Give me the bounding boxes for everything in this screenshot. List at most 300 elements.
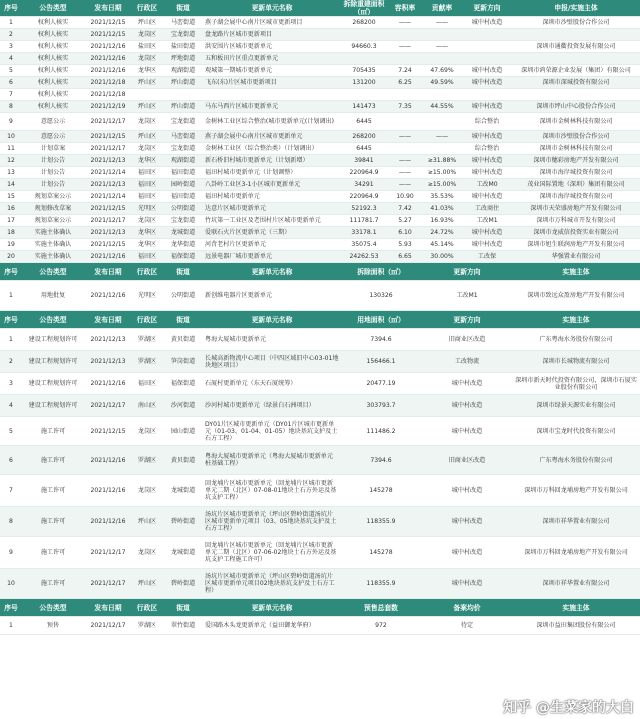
table-cell: 7.24 [388,65,422,77]
table-cell: 深圳市新天时代投资有限公司、深圳市石厦实业股份有限公司 [512,373,640,395]
table-cell: 实施主体确认 [22,239,84,251]
table-cell: 龙岗区 [132,537,162,569]
table-cell: 综合整治 [462,143,512,155]
table-cell: 竹坑第一工业区及老围村片区城市更新单元 [204,215,340,227]
table-cell: 2021/12/16 [84,281,132,311]
table-cell: 公明街道 [162,281,204,311]
table-cell: 达意片区城市更新单元 [204,203,340,215]
table-cell: 观湖街道 [162,155,204,167]
table-cell [204,89,340,101]
table-cell: 金树林工业区（综合整治类）（计划调出） [204,143,340,155]
table-cell: 9 [0,537,22,569]
table-cell: 10.90 [388,191,422,203]
table-cell: 光明区 [132,281,162,311]
table-cell: 城中村改造 [422,507,512,537]
table-cell [422,53,462,65]
table-cell: 深圳市益田集团股份有限公司 [512,617,640,635]
table-cell [422,113,462,131]
table-cell: 6.10 [388,227,422,239]
table-cell: 盘龙路片区城市更新项目 [204,29,340,41]
header-row [0,599,640,617]
table-cell: 深圳市万科回龙埔房地产开发有限公司 [512,475,640,507]
table-cell: 6.25 [388,77,422,89]
table-cell: 145278 [340,475,422,507]
column-header: 街道 [162,263,204,281]
table-cell: 7394.6 [340,446,422,475]
table-cell: —— [388,155,422,167]
table-cell: 福田村城市更新单元（计划调整） [204,167,340,179]
table-cell: 10 [0,131,22,143]
table-cell: 施工许可 [22,417,84,446]
table-cell: 罗湖区 [132,617,162,635]
column-header: 发布日期 [84,599,132,617]
table-cell: 深圳市龙威信投资实业有限公司 [512,227,640,239]
table-cell: 计划公告 [22,155,84,167]
table-cell: 福田街道 [162,191,204,203]
table-cell: 罗湖区 [132,351,162,373]
table-cell: 45.14% [422,239,462,251]
table-row [0,373,640,395]
table-cell [462,29,512,41]
table-cell [388,143,422,155]
column-header: 公告类型 [22,311,84,329]
table-cell: 41.03% [422,203,462,215]
column-header: 序号 [0,311,22,329]
table-cell: 马峦街道 [162,17,204,29]
table-cell: 坪山街道 [162,101,204,113]
table-cell: 7.42 [388,203,422,215]
table-row [0,131,640,143]
table-cell: 972 [340,617,422,635]
table-cell: 1 [0,329,22,351]
table-cell: 14 [0,179,22,191]
table-cell: 盐田街道 [162,41,204,53]
table-cell: 33178.1 [340,227,388,239]
table-cell: 11 [0,143,22,155]
table-cell: 福田区 [132,179,162,191]
table-cell: 4 [0,53,22,65]
table-row [0,167,640,179]
table-cell: 实施主体确认 [22,251,84,263]
table-row [0,89,640,101]
table-cell: 2021/12/14 [84,191,132,203]
table-cell: 城中村改造 [422,475,512,507]
table-cell [340,89,388,101]
table-cell: 罗湖区 [132,329,162,351]
table-cell: 工改M1 [462,215,512,227]
table-cell: 宝龙街道 [162,113,204,131]
table-cell: 18 [0,227,22,239]
table-cell: 工改物流 [422,351,512,373]
table-cell: 深圳市海岸城投资有限公司 [512,191,640,203]
table-cell: 2021/12/13 [84,227,132,239]
table-cell: 施工许可 [22,475,84,507]
column-header: 拆除重建面积（㎡） [340,0,388,17]
table-cell: 2021/12/16 [84,373,132,395]
table-cell: 汤坑片区城市更新单元（坪山区碧岭街道汤坑片区城市更新单元项目02地块基坑支护及土石方工程） [204,569,340,599]
table-cell [422,143,462,155]
table-cell: 龙城街道 [162,475,204,507]
table-cell: 工改M1 [422,281,512,311]
table-cell: 施工许可 [22,569,84,599]
table-cell: 金树林工业区综合整治(城市更新单元(计划调出) [204,113,340,131]
column-header: 更新单元名称 [204,0,340,17]
table-cell: 34291 [340,179,388,191]
table-cell: 城中村改造 [462,239,512,251]
table-cell: 坪山区 [132,131,162,143]
table-cell: 深圳市坪山中心股份合作公司 [512,101,640,113]
table-cell: 44.55% [422,101,462,113]
table-cell [132,89,162,101]
table-row [0,569,640,599]
table-cell [340,29,388,41]
table-cell: 深圳市致远众盈房地产开发有限公司 [512,281,640,311]
table-cell: 坪山区 [132,507,162,537]
table-cell: 长城高新物流中心项目（中四区域旧中心03-01地块地区项目） [204,351,340,373]
table-cell: 权利人核实 [22,53,84,65]
table-cell: 权利人核实 [22,101,84,113]
table-row [0,29,640,41]
table-cell: 城中村改造 [462,155,512,167]
table-cell: 旧商业区改造 [422,446,512,475]
table-cell: 5 [0,65,22,77]
table-row [0,227,640,239]
table-row [0,329,640,351]
table-cell: 坪山区 [132,101,162,113]
table-cell: 1 [0,17,22,29]
table-cell: 回龙埔片区城市更新单元（回龙埔片区城市更新单元二期（北区）07-06-02地块土石方外运及基坑支护工程施工许可） [204,537,340,569]
table-cell: 2021/12/16 [84,475,132,507]
table-cell: 2021/12/17 [84,215,132,227]
table-cell: 城中村改造 [422,537,512,569]
table-cell: 47.69% [422,65,462,77]
table-cell: 深圳市海岸城投资有限公司 [512,167,640,179]
column-header: 申报/实施主体 [512,0,640,17]
table-cell: 10 [0,569,22,599]
table-cell: 工改保 [462,251,512,263]
table-cell: 2021/12/16 [84,53,132,65]
table-row [0,395,640,417]
table-row [0,155,640,167]
table-cell: 2021/12/17 [84,143,132,155]
column-header: 行政区 [132,599,162,617]
column-header: 更新单元名称 [204,311,340,329]
table-row [0,475,640,507]
column-header: 实施主体 [512,599,640,617]
table-cell: 观湖街道 [162,65,204,77]
table-cell: 广东粤海水务股份有限公司 [512,329,640,351]
table-cell [462,41,512,53]
table-cell: 福田村城市更新单元 [204,191,340,203]
table-cell: 268200 [340,131,388,143]
table-cell: 13 [0,167,22,179]
column-header: 发布日期 [84,0,132,17]
table-cell: 118355.9 [340,569,422,599]
table-cell: 2 [0,351,22,373]
table-cell: 石厦村更新单元（东天石厦统筹） [204,373,340,395]
table-cell: 深圳市绿景天源实业有限公司 [512,395,640,417]
table-cell: 4 [0,395,22,417]
table-cell: 粤海大厦城市更新单元 [204,329,340,351]
table-cell: 综合整治 [462,113,512,131]
table-cell: 303793.7 [340,395,422,417]
table-cell: 龙城街道 [162,227,204,239]
table-cell: 城中村改造 [422,417,512,446]
table-cell: 宝龙街道 [162,215,204,227]
table-cell: 111486.2 [340,417,422,446]
table-cell: 5 [0,417,22,446]
table-cell: 20 [0,251,22,263]
table-cell: 权利人核实 [22,29,84,41]
table-cell: 2021/12/15 [84,131,132,143]
column-header: 序号 [0,599,22,617]
table-cell: 福保街道 [162,373,204,395]
column-header: 街道 [162,599,204,617]
table-cell: 规划草案公示 [22,215,84,227]
table-cell: 2021/12/14 [84,167,132,179]
table-cell: 深圳市旭生联润房地产开发有限公司 [512,239,640,251]
table-cell: 盐田区 [132,41,162,53]
table-cell: 燕子湖会展中心南片区城市更新项目 [204,17,340,29]
table-cell: 园岭街道 [162,179,204,191]
column-header: 发布日期 [84,311,132,329]
table-cell: 2021/12/16 [84,446,132,475]
table-cell: 新石桥旧村城市更新单元（计划新增） [204,155,340,167]
table-cell: 城中村改造 [462,227,512,239]
table-cell: —— [388,167,422,179]
table-row [0,17,640,29]
table-cell: 宝龙街道 [162,29,204,41]
table-cell: 3 [0,373,22,395]
table-cell: 意愿公示 [22,113,84,131]
table-cell: 2021/12/15 [84,239,132,251]
table-row [0,537,640,569]
table-cell: 城中村改造 [422,569,512,599]
table-cell: 深圳市金树林科技有限公司 [512,113,640,131]
table-cell: ≥31.88% [422,155,462,167]
table-cell: 福田街道 [162,167,204,179]
table-cell: 龙华区 [132,239,162,251]
table-cell: 城中村改造 [462,65,512,77]
column-header: 街道 [162,311,204,329]
watermark-text: 知乎 @生菜家的大白 [503,700,634,716]
table-cell: 220964.9 [340,191,388,203]
table-cell: 2021/12/18 [84,77,132,89]
header-row [0,263,640,281]
table-cell: 南山区 [132,395,162,417]
column-header: 序号 [0,0,22,17]
table-cell: 燕子湖会展中心南片区城市更新单元 [204,131,340,143]
column-header: 行政区 [132,263,162,281]
table-cell: 坪地街道 [162,53,204,65]
table-row [0,77,640,89]
table-cell: 2021/12/17 [84,537,132,569]
table-cell: 深圳市祥华置业有限公司 [512,569,640,599]
table-cell: 龙岗区 [132,417,162,446]
table-cell: 实施主体确认 [22,227,84,239]
table-cell: 20477.19 [340,373,422,395]
table-cell: 翠竹街道 [162,617,204,635]
table-cell: 华强置业有限公司 [512,251,640,263]
table-cell: 罗湖区 [132,446,162,475]
table-cell: 131200 [340,77,388,89]
table-cell: 35075.4 [340,239,388,251]
table-cell: 2 [0,29,22,41]
table-cell: 118355.9 [340,507,422,537]
table-row [0,617,640,635]
table-cell [462,53,512,65]
table-cell [512,89,640,101]
table-cell: 2021/12/18 [84,89,132,101]
column-header: 序号 [0,263,22,281]
table-cell: 24262.53 [340,251,388,263]
table-cell: 观城第一期城市更新单元 [204,65,340,77]
column-header: 街道 [162,0,204,17]
table-row [0,41,640,53]
table-cell: 城中村改造 [462,77,512,89]
table-cell: 城中村改造 [462,101,512,113]
table-cell: 268200 [340,17,388,29]
table-cell: 2021/12/17 [84,617,132,635]
table-cell: 24.72% [422,227,462,239]
table-cell: 7394.6 [340,329,422,351]
table-cell: 3 [0,41,22,53]
table-cell: 园山街道 [162,417,204,446]
header-row [0,0,640,17]
table-cell: 城中村改造 [462,17,512,29]
table-cell: 2021/12/13 [84,179,132,191]
table-cell: 8 [0,101,22,113]
table-cell: 6 [0,77,22,89]
table-cell: 意愿公示 [22,131,84,143]
table-cell: 7.35 [388,101,422,113]
table-cell: 2021/12/15 [84,417,132,446]
table-cell: 7 [0,475,22,507]
table-row [0,281,640,311]
table-cell: ≥15.00% [422,179,462,191]
table-cell: 光明区 [132,203,162,215]
table-cell: 城中村改造 [462,191,512,203]
table-cell: 2021/12/15 [84,29,132,41]
table-cell: 预售 [22,617,84,635]
table-row [0,215,640,227]
table-cell: 城中村改造 [462,131,512,143]
table-cell: 建设工程规划许可 [22,351,84,373]
table-cell: 2021/12/16 [84,251,132,263]
table-cell: 深圳市金树林科技有限公司 [512,143,640,155]
table-cell: 碧岭街道 [162,507,204,537]
table-cell: 工改M0 [462,179,512,191]
table-cell: 1 [0,281,22,311]
table-cell: 深圳市万科回龙埔房地产开发有限公司 [512,537,640,569]
table-cell: 156466.1 [340,351,422,373]
table-cell: 汤坑片区城市更新单元（坪山区碧岭街道汤坑片区城市更新单元项目（03、05地块基坑支护及土石方工程） [204,507,340,537]
column-header: 行政区 [132,311,162,329]
table-cell: 2021/12/19 [84,101,132,113]
table-cell: 坪山区 [132,77,162,89]
table-cell: 龙岗区 [132,475,162,507]
table-row [0,53,640,65]
table-cell: 远景电器厂城市更新单元 [204,251,340,263]
table-cell: 1 [0,617,22,635]
table-cell: 坪山区 [132,17,162,29]
table-cell: 福田区 [132,191,162,203]
column-header: 更新单元名称 [204,263,340,281]
table-cell: 待定 [422,617,512,635]
table-cell: 龙华区 [132,155,162,167]
table-cell: 河背老村片区更新单元 [204,239,340,251]
table-cell: 城中村改造 [462,167,512,179]
table-cell: 广东粤海水务股份有限公司 [512,446,640,475]
table-cell: 飞东(东)片区城市更新项目 [204,77,340,89]
column-header: 拆除面积（㎡） [340,263,422,281]
table-cell: 2021/12/13 [84,351,132,373]
table-cell: 福保街道 [162,251,204,263]
table-cell: 7 [0,89,22,101]
table-cell: 宝龙街道 [162,143,204,155]
table-cell: 新创维电器片区更新单元 [204,281,340,311]
table-cell: 龙华区 [132,65,162,77]
table-cell: 爱国路木头龙更新单元（益田御龙华府） [204,617,340,635]
table-cell: 2021/12/13 [84,155,132,167]
table-cell: 沙河街道 [162,395,204,417]
table-cell [388,89,422,101]
table-cell: 计划公告 [22,179,84,191]
table-row [0,446,640,475]
table-cell: 马东马西片区城市更新单元 [204,101,340,113]
table-cell: 权利人核实 [22,17,84,29]
table-cell: 深圳市祥华置业有限公司 [512,507,640,537]
table-cell: 6.65 [388,251,422,263]
column-header: 更新方向 [422,263,512,281]
table-cell [388,29,422,41]
table-cell: 6445 [340,113,388,131]
table-cell: 220964.9 [340,167,388,179]
table-row [0,179,640,191]
table-cell [162,89,204,101]
table-cell: 深圳市鸿荣源企业发展（集团）有限公司 [512,65,640,77]
table-cell: 龙岗区 [132,53,162,65]
table-cell: 爱联石火片区更新单元（三期） [204,227,340,239]
table-cell: 施工许可 [22,446,84,475]
table-row [0,113,640,131]
table-row [0,239,640,251]
table-cell: 茂业国际置地（深圳）集团有限公司 [512,179,640,191]
table-cell: —— [388,17,422,29]
column-header: 公告类型 [22,599,84,617]
table-row [0,507,640,537]
table-cell: 建设工程规划许可 [22,329,84,351]
table-cell: 建设工程规划许可 [22,395,84,417]
table-cell: 深圳市沙壁股份合作公司 [512,17,640,29]
table-cell: 龙华区 [132,227,162,239]
table-cell: 龙岗区 [132,143,162,155]
table-cell: 旧商业区改造 [422,329,512,351]
table-cell [422,89,462,101]
table-cell: 权利人核实 [22,89,84,101]
column-header: 容积率 [388,0,422,17]
table-cell: 城中村改造 [422,395,512,417]
table-cell: 龙城街道 [162,537,204,569]
table-cell: 19 [0,239,22,251]
table-cell: —— [422,41,462,53]
table-cell: 坪山区 [132,569,162,599]
table-cell: 49.59% [422,77,462,89]
table-row [0,203,640,215]
table-cell: ≥15.00% [422,167,462,179]
table-cell [422,29,462,41]
table-cell: 141473 [340,101,388,113]
